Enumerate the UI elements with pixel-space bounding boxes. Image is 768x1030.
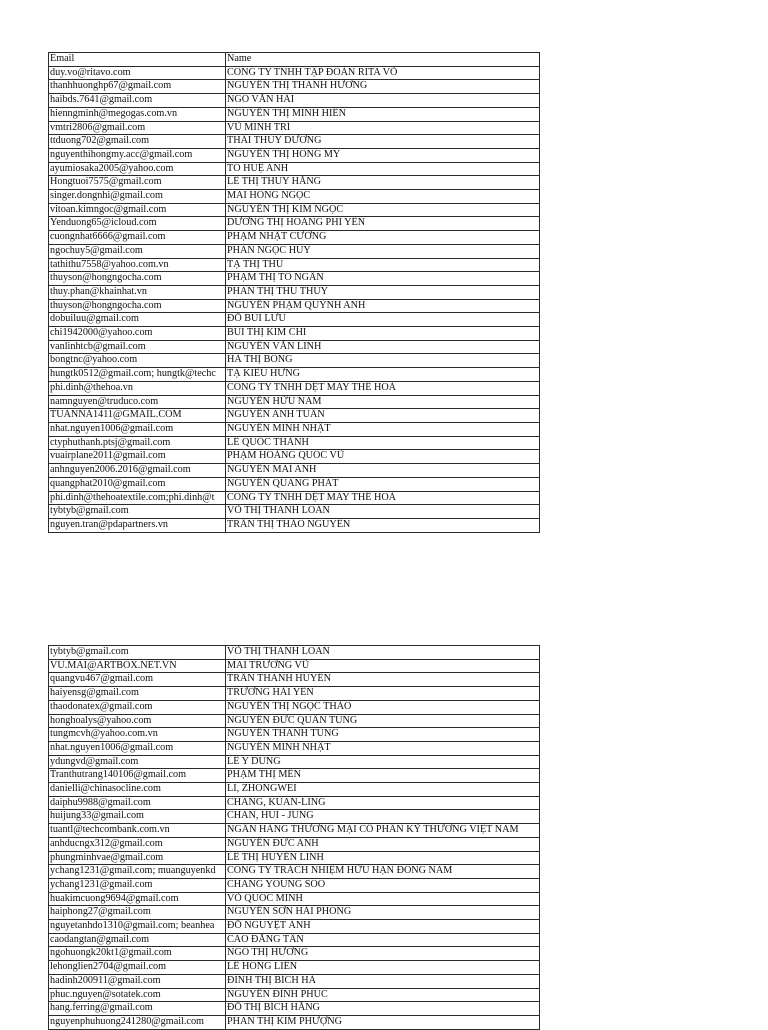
name-cell: NGUYỄN PHẠM QUỲNH ANH [226, 299, 540, 313]
email-cell: phungminhvae@gmail.com [49, 851, 226, 865]
table-row [49, 436, 540, 450]
table-row [49, 94, 540, 108]
name-cell: NGUYỄN MINH NHẬT [226, 741, 540, 755]
table-header-row [49, 53, 540, 67]
name-cell: TRẦN THANH HUYỀN [226, 673, 540, 687]
email-cell: quangphat2010@gmail.com [49, 477, 226, 491]
email-cell: haiyensg@gmail.com [49, 687, 226, 701]
email-cell: quangvu467@gmail.com [49, 673, 226, 687]
table-row [49, 340, 540, 354]
email-cell: tathithu7558@yahoo.com.vn [49, 258, 226, 272]
table-row [49, 176, 540, 190]
header-name: Name [226, 53, 540, 67]
name-cell: LÊ THỊ HUYỀN LINH [226, 851, 540, 865]
table-row [49, 714, 540, 728]
name-cell: NGUYỄN ĐỨC ANH [226, 837, 540, 851]
table-row [49, 1002, 540, 1016]
table-row [49, 673, 540, 687]
table-row [49, 687, 540, 701]
email-cell: singer.dongnhi@gmail.com [49, 190, 226, 204]
name-cell: ĐỖ NGUYỆT ÁNH [226, 920, 540, 934]
table-row [49, 107, 540, 121]
name-cell: MAI HỒNG NGỌC [226, 190, 540, 204]
table-row [49, 865, 540, 879]
email-cell: haibds.7641@gmail.com [49, 94, 226, 108]
email-cell: haiphong27@gmail.com [49, 906, 226, 920]
email-cell: namnguyen@truduco.com [49, 395, 226, 409]
table-row [49, 368, 540, 382]
name-cell: NGÔ THỊ HƯƠNG [226, 947, 540, 961]
name-cell: CHAN, HUI - JUNG [226, 810, 540, 824]
email-cell: dobuiluu@gmail.com [49, 313, 226, 327]
email-cell: thuyson@hongngocha.com [49, 299, 226, 313]
email-cell: danielli@chinasocline.com [49, 783, 226, 797]
email-cell: phuc.nguyen@sotatek.com [49, 988, 226, 1002]
email-cell: caodangtan@gmail.com [49, 933, 226, 947]
table-row [49, 148, 540, 162]
email-name-table-1 [48, 52, 540, 533]
name-cell: CÔNG TY TNHH DỆT MAY THẾ HOÀ [226, 381, 540, 395]
email-cell: thanhhuonghp67@gmail.com [49, 80, 226, 94]
table-row [49, 988, 540, 1002]
name-cell: CHANG, KUAN-LING [226, 796, 540, 810]
table-1-body [49, 53, 540, 533]
table-row [49, 518, 540, 532]
name-cell: TÔ HUỆ ANH [226, 162, 540, 176]
table-row [49, 961, 540, 975]
email-name-table-2 [48, 645, 540, 1030]
name-cell: CHANG YOUNG SOO [226, 878, 540, 892]
table-row [49, 646, 540, 660]
name-cell: NGUYỄN MINH NHẬT [226, 422, 540, 436]
table-row [49, 409, 540, 423]
table-row [49, 203, 540, 217]
name-cell: THÁI THÙY DƯƠNG [226, 135, 540, 149]
name-cell: TRƯƠNG HẢI YẾN [226, 687, 540, 701]
name-cell: LÊ HỒNG LIÊN [226, 961, 540, 975]
table-2-body [49, 646, 540, 1030]
name-cell: NGUYỄN ĐỨC QUÂN TÙNG [226, 714, 540, 728]
name-cell: VÕ THỊ THANH LOAN [226, 646, 540, 660]
table-row [49, 285, 540, 299]
table-row [49, 974, 540, 988]
name-cell: ĐỖ BÙI LƯU [226, 313, 540, 327]
table-row [49, 121, 540, 135]
email-cell: nguyen.tran@pdapartners.vn [49, 518, 226, 532]
name-cell: NGUYỄN ĐÌNH PHÚC [226, 988, 540, 1002]
table-row [49, 769, 540, 783]
table-row [49, 190, 540, 204]
name-cell: ĐỖ THỊ BÍCH HẰNG [226, 1002, 540, 1016]
email-cell: ayumiosaka2005@yahoo.com [49, 162, 226, 176]
table-row [49, 231, 540, 245]
table-row [49, 728, 540, 742]
table-row [49, 381, 540, 395]
email-cell: Tranthutrang140106@gmail.com [49, 769, 226, 783]
name-cell: CÔNG TY TNHH TẬP ĐOÀN RITA VÕ [226, 66, 540, 80]
email-cell: tungmcvh@yahoo.com.vn [49, 728, 226, 742]
table-row [49, 313, 540, 327]
table-row [49, 796, 540, 810]
email-cell: vitoan.kimngoc@gmail.com [49, 203, 226, 217]
email-cell: Yenduong65@icloud.com [49, 217, 226, 231]
name-cell: NGUYỄN THANH TÙNG [226, 728, 540, 742]
name-cell: VÕ QUỐC MINH [226, 892, 540, 906]
email-cell: ychang1231@gmail.com [49, 878, 226, 892]
email-cell: nguyenphuhuong241280@gmail.com [49, 1015, 226, 1029]
name-cell: NGUYỄN THỊ MINH HIỀN [226, 107, 540, 121]
email-cell: ngohuongk20kt1@gmail.com [49, 947, 226, 961]
email-cell: ydungvd@gmail.com [49, 755, 226, 769]
email-cell: hadinh200911@gmail.com [49, 974, 226, 988]
email-cell: ngochuy5@gmail.com [49, 244, 226, 258]
name-cell: LÊ QUỐC THÀNH [226, 436, 540, 450]
email-cell: nhat.nguyen1006@gmail.com [49, 422, 226, 436]
table-row [49, 491, 540, 505]
email-cell: VU.MAI@ARTBOX.NET.VN [49, 659, 226, 673]
name-cell: PHAN THỊ KIM PHƯỢNG [226, 1015, 540, 1029]
name-cell: BÙI THỊ KIM CHI [226, 327, 540, 341]
name-cell: NGUYỄN HỮU NAM [226, 395, 540, 409]
table-row [49, 80, 540, 94]
email-cell: anhducngx312@gmail.com [49, 837, 226, 851]
email-cell: tybtyb@gmail.com [49, 505, 226, 519]
table-row [49, 878, 540, 892]
email-cell: daiphu9988@gmail.com [49, 796, 226, 810]
name-cell: PHẠM HOÀNG QUỐC VŨ [226, 450, 540, 464]
email-cell: huijung33@gmail.com [49, 810, 226, 824]
table-row [49, 217, 540, 231]
email-cell: phi.dinh@thehoa.vn [49, 381, 226, 395]
email-cell: thuyson@hongngocha.com [49, 272, 226, 286]
table-row [49, 933, 540, 947]
table-row [49, 920, 540, 934]
name-cell: NGUYỄN THỊ NGỌC THẢO [226, 700, 540, 714]
table-row [49, 810, 540, 824]
email-cell: thaodonatex@gmail.com [49, 700, 226, 714]
table-row [49, 299, 540, 313]
email-cell: chi1942000@yahoo.com [49, 327, 226, 341]
email-cell: hang.ferring@gmail.com [49, 1002, 226, 1016]
email-cell: TUANNA1411@GMAIL.COM [49, 409, 226, 423]
table-row [49, 947, 540, 961]
email-cell: anhnguyen2006.2016@gmail.com [49, 464, 226, 478]
table-row [49, 837, 540, 851]
name-cell: VÕ THỊ THANH LOAN [226, 505, 540, 519]
table-row [49, 477, 540, 491]
table-row [49, 395, 540, 409]
name-cell: NGUYỄN MAI ANH [226, 464, 540, 478]
table-row [49, 464, 540, 478]
table-row [49, 450, 540, 464]
email-cell: tybtyb@gmail.com [49, 646, 226, 660]
email-cell: vmtri2806@gmail.com [49, 121, 226, 135]
table-row [49, 1015, 540, 1029]
email-cell: vanlinhtcb@gmail.com [49, 340, 226, 354]
email-cell: lehonglien2704@gmail.com [49, 961, 226, 975]
table-row [49, 422, 540, 436]
email-cell: hienngminh@megogas.com.vn [49, 107, 226, 121]
table-row [49, 892, 540, 906]
table-row [49, 659, 540, 673]
table-row [49, 783, 540, 797]
table-row [49, 162, 540, 176]
email-cell: duy.vo@ritavo.com [49, 66, 226, 80]
table-row [49, 824, 540, 838]
name-cell: NGUYỄN THỊ THANH HƯƠNG [226, 80, 540, 94]
name-cell: NGUYỄN VĂN LINH [226, 340, 540, 354]
email-cell: nguyenthihongmy.acc@gmail.com [49, 148, 226, 162]
name-cell: CAO ĐĂNG TÂN [226, 933, 540, 947]
email-cell: ctyphuthanh.ptsj@gmail.com [49, 436, 226, 450]
name-cell: NGUYỄN THỊ HỒNG MY [226, 148, 540, 162]
email-cell: hungtk0512@gmail.com; hungtk@techc [49, 368, 226, 382]
name-cell: LÊ Y DUNG [226, 755, 540, 769]
email-cell: phi.dinh@thehoatextile.com;phi.dinh@t [49, 491, 226, 505]
name-cell: NGUYỄN SƠN HẢI PHONG [226, 906, 540, 920]
name-cell: TẠ THỊ THU [226, 258, 540, 272]
table-row [49, 327, 540, 341]
table-row [49, 505, 540, 519]
table-row [49, 272, 540, 286]
table-row [49, 851, 540, 865]
email-cell: vuairplane2011@gmail.com [49, 450, 226, 464]
name-cell: ĐINH THỊ BÍCH HÀ [226, 974, 540, 988]
table-row [49, 700, 540, 714]
header-email: Email [49, 53, 226, 67]
email-cell: tuantl@techcombank.com.vn [49, 824, 226, 838]
name-cell: PHẠM THỊ TỐ NGÂN [226, 272, 540, 286]
name-cell: MAI TRƯỜNG VŨ [226, 659, 540, 673]
name-cell: TRẦN THỊ THẢO NGUYÊN [226, 518, 540, 532]
name-cell: LI, ZHONGWEI [226, 783, 540, 797]
table-row [49, 741, 540, 755]
name-cell: HÀ THỊ BÔNG [226, 354, 540, 368]
email-cell: thuy.phan@khainhat.vn [49, 285, 226, 299]
name-cell: PHẠM THỊ MẾN [226, 769, 540, 783]
email-cell: nhat.nguyen1006@gmail.com [49, 741, 226, 755]
name-cell: NGUYỄN ANH TUẤN [226, 409, 540, 423]
email-cell: bongtnc@yahoo.com [49, 354, 226, 368]
name-cell: VŨ MINH TRÍ [226, 121, 540, 135]
email-cell: nguyetanhdo1310@gmail.com; beanhea [49, 920, 226, 934]
table-row [49, 354, 540, 368]
email-cell: Hongtuoi7575@gmail.com [49, 176, 226, 190]
table-row [49, 906, 540, 920]
table-row [49, 258, 540, 272]
name-cell: NGUYỄN QUANG PHÁT [226, 477, 540, 491]
table-row [49, 755, 540, 769]
email-cell: huakimcuong9694@gmail.com [49, 892, 226, 906]
email-cell: cuongnhat6666@gmail.com [49, 231, 226, 245]
name-cell: TẠ KIỀU HƯNG [226, 368, 540, 382]
name-cell: NGUYỄN THỊ KIM NGỌC [226, 203, 540, 217]
email-cell: honghoalys@yahoo.com [49, 714, 226, 728]
table-row [49, 135, 540, 149]
name-cell: PHAN THỊ THU THỦY [226, 285, 540, 299]
name-cell: DƯƠNG THỊ HOÀNG PHI YẾN [226, 217, 540, 231]
name-cell: CÔNG TY TRÁCH NHIỆM HỮU HẠN ĐÔNG NAM [226, 865, 540, 879]
table-row [49, 244, 540, 258]
name-cell: PHAN NGỌC HUY [226, 244, 540, 258]
name-cell: CÔNG TY TNHH DỆT MAY THẾ HOÀ [226, 491, 540, 505]
name-cell: NGÂN HÀNG THƯƠNG MẠI CỔ PHẦN KỸ THƯƠNG VIỆT NAM [226, 824, 540, 838]
table-row [49, 66, 540, 80]
name-cell: NGÔ VĂN HẢI [226, 94, 540, 108]
name-cell: LÊ THỊ THÚY HẰNG [226, 176, 540, 190]
email-cell: ttduong702@gmail.com [49, 135, 226, 149]
name-cell: PHẠM NHẬT CƯỜNG [226, 231, 540, 245]
email-cell: ychang1231@gmail.com; muanguyenkd [49, 865, 226, 879]
